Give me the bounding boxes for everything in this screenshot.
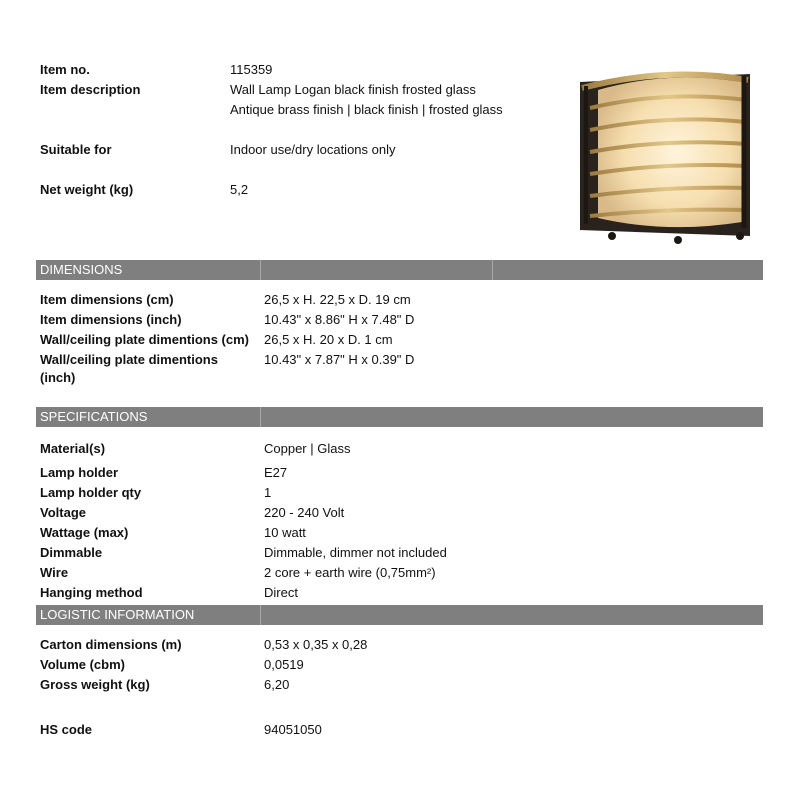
specifications-title: SPECIFICATIONS [40, 409, 148, 424]
lamp-holder-qty-value: 1 [264, 485, 272, 500]
hanging-method-value: Direct [264, 585, 298, 600]
plate-dimensions-inch-value: 10.43" x 7.87" H x 0.39" D [264, 352, 415, 367]
gross-weight-value: 6,20 [264, 677, 290, 692]
materials-label: Material(s) [40, 441, 106, 456]
wattage-label: Wattage (max) [40, 525, 129, 540]
plate-dimensions-inch-label: Wall/ceiling plate dimentions [40, 352, 218, 367]
item-dimensions-inch-value: 10.43" x 8.86" H x 7.48" D [264, 312, 415, 327]
hs-code-value: 94051050 [264, 722, 322, 737]
wattage-value: 10 watt [264, 525, 306, 540]
plate-dimensions-cm-label: Wall/ceiling plate dimentions (cm) [40, 332, 249, 347]
item-no-value: 115359 [230, 62, 273, 77]
materials-value: Copper | Glass [264, 441, 351, 456]
item-dimensions-cm-value: 26,5 x H. 22,5 x D. 19 cm [264, 292, 411, 307]
volume-label: Volume (cbm) [40, 657, 125, 672]
wall-lamp-image [572, 68, 762, 252]
wire-value: 2 core + earth wire (0,75mm²) [264, 565, 436, 580]
item-dimensions-cm-label: Item dimensions (cm) [40, 292, 174, 307]
net-weight-label: Net weight (kg) [40, 182, 134, 197]
item-no-label: Item no. [40, 62, 90, 77]
lamp-holder-label: Lamp holder [40, 465, 119, 480]
header-divider [260, 260, 261, 280]
plate-dimensions-cm-value: 26,5 x H. 20 x D. 1 cm [264, 332, 393, 347]
item-description-label: Item description [40, 82, 141, 97]
item-description-line1: Wall Lamp Logan black finish frosted glass [230, 82, 476, 97]
voltage-label: Voltage [40, 505, 86, 520]
header-divider [260, 605, 261, 625]
hs-code-label: HS code [40, 722, 93, 737]
wire-label: Wire [40, 565, 69, 580]
logistic-section-header [36, 605, 763, 625]
lamp-holder-qty-label: Lamp holder qty [40, 485, 142, 500]
item-dimensions-inch-label: Item dimensions (inch) [40, 312, 182, 327]
header-divider [492, 260, 493, 280]
hanging-method-label: Hanging method [40, 585, 143, 600]
net-weight-value: 5,2 [230, 182, 249, 197]
dimensions-section-header [36, 260, 763, 280]
dimmable-label: Dimmable [40, 545, 103, 560]
item-description-line2: Antique brass finish | black finish | frosted glass [230, 102, 503, 117]
plate-dimensions-inch-label-line2: (inch) [40, 370, 76, 385]
carton-dimensions-label: Carton dimensions (m) [40, 637, 182, 652]
volume-value: 0,0519 [264, 657, 304, 672]
dimmable-value: Dimmable, dimmer not included [264, 545, 447, 560]
suitable-for-label: Suitable for [40, 142, 112, 157]
dimensions-title: DIMENSIONS [40, 262, 123, 277]
gross-weight-label: Gross weight (kg) [40, 677, 150, 692]
suitable-for-value: Indoor use/dry locations only [230, 142, 396, 157]
header-divider [260, 407, 261, 427]
voltage-value: 220 - 240 Volt [264, 505, 345, 520]
logistic-title: LOGISTIC INFORMATION [40, 607, 195, 622]
carton-dimensions-value: 0,53 x 0,35 x 0,28 [264, 637, 368, 652]
lamp-holder-value: E27 [264, 465, 288, 480]
specifications-section-header [36, 407, 763, 427]
